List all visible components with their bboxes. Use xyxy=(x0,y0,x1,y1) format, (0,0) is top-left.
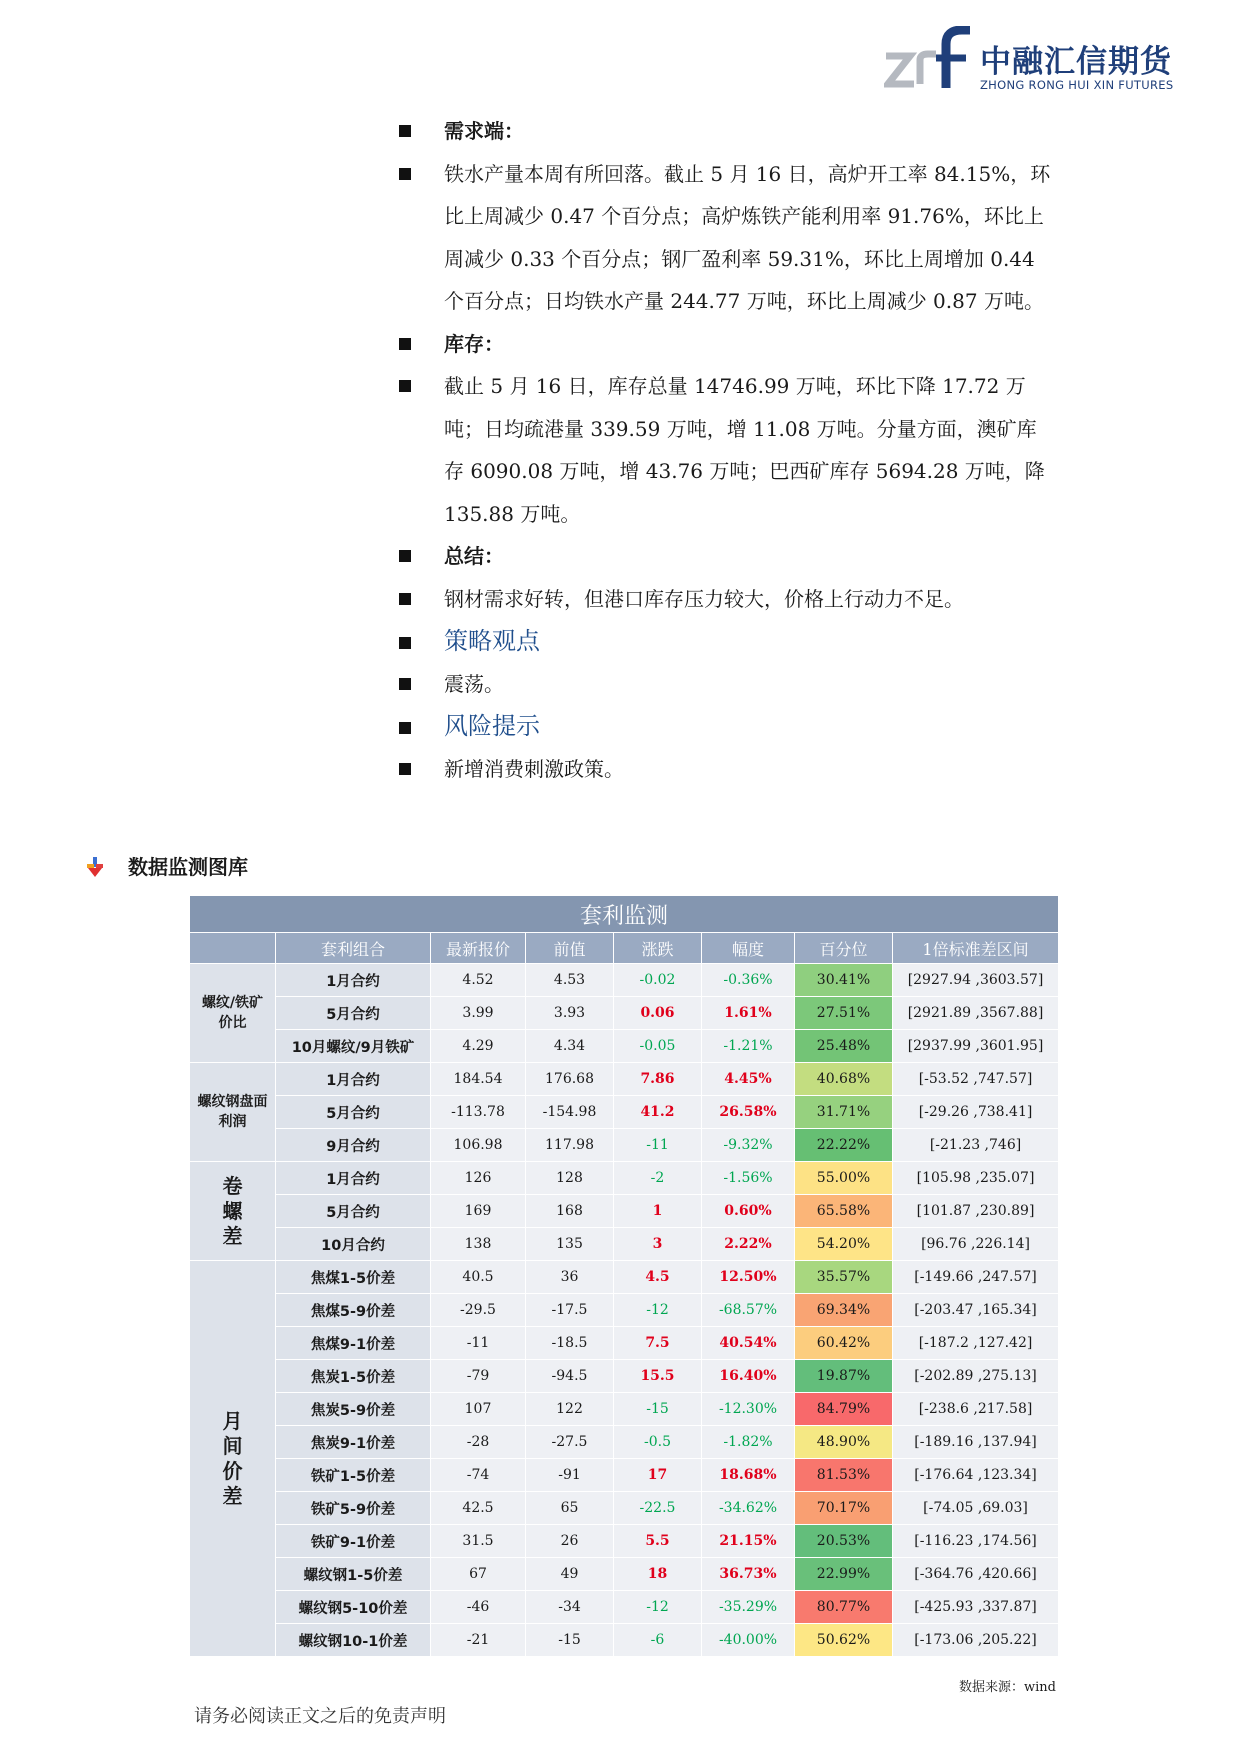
column-header: 涨跌 xyxy=(614,933,702,964)
square-bullet-icon xyxy=(399,550,411,562)
combo-name: 铁矿9-1价差 xyxy=(276,1525,431,1558)
group-label-text: 螺纹/铁矿价比 xyxy=(201,995,264,1031)
bullet-item xyxy=(396,705,1056,748)
zrf-logo-mark-icon xyxy=(884,26,972,92)
combo-name: 焦炭1-5价差 xyxy=(276,1360,431,1393)
latest-price: 126 xyxy=(431,1162,526,1195)
table-row xyxy=(190,1426,1059,1459)
logo-english-name: ZHONG RONG HUI XIN FUTURES xyxy=(980,78,1174,92)
change-percent: 40.54% xyxy=(702,1327,795,1360)
square-bullet-icon xyxy=(399,763,411,775)
change-percent: 0.60% xyxy=(702,1195,795,1228)
previous-value: 176.68 xyxy=(526,1063,614,1096)
column-header: 1倍标准差区间 xyxy=(893,933,1059,964)
change-percent: -68.57% xyxy=(702,1294,795,1327)
group-label xyxy=(190,964,276,1063)
group-label xyxy=(190,1063,276,1162)
change-percent: 18.68% xyxy=(702,1459,795,1492)
std-range: [-74.05 ,69.03] xyxy=(893,1492,1059,1525)
change-percent: 2.22% xyxy=(702,1228,795,1261)
bullet-text: 总结： xyxy=(444,544,504,568)
bullet-text: 铁水产量本周有所回落。截止 5 月 16 日，高炉开工率 84.15%，环比上周减少 0.47 个百分点；高炉炼铁产能利用率 91.76%，环比上周减少 0.33 个百分点；钢厂盈利率 59.31%，环比上周增加 0.44 个百分点；日均铁水产量 244.77 万吨，环比上周减少 0.87 万吨。 xyxy=(444,161,1051,313)
latest-price: 67 xyxy=(431,1558,526,1591)
percentile-cell: 27.51% xyxy=(795,997,893,1030)
change-value: -0.05 xyxy=(614,1030,702,1063)
group-label-text: 卷螺差 xyxy=(222,1173,243,1248)
percentile-cell: 54.20% xyxy=(795,1228,893,1261)
previous-value: 36 xyxy=(526,1261,614,1294)
previous-value: 135 xyxy=(526,1228,614,1261)
bullet-item xyxy=(396,620,1056,663)
table-row xyxy=(190,1624,1059,1657)
change-value: -11 xyxy=(614,1129,702,1162)
combo-name: 铁矿5-9价差 xyxy=(276,1492,431,1525)
std-range: [-203.47 ,165.34] xyxy=(893,1294,1059,1327)
change-value: 5.5 xyxy=(614,1525,702,1558)
change-percent: -0.36% xyxy=(702,964,795,997)
std-range: [96.76 ,226.14] xyxy=(893,1228,1059,1261)
bullet-item xyxy=(396,535,1056,578)
change-value: -0.5 xyxy=(614,1426,702,1459)
latest-price: 107 xyxy=(431,1393,526,1426)
group-label-text: 月间价差 xyxy=(222,1408,243,1508)
percentile-cell: 81.53% xyxy=(795,1459,893,1492)
percentile-cell: 20.53% xyxy=(795,1525,893,1558)
std-range: [-116.23 ,174.56] xyxy=(893,1525,1059,1558)
combo-name: 5月合约 xyxy=(276,1096,431,1129)
square-bullet-icon xyxy=(399,168,411,180)
table-header-row xyxy=(190,933,1059,964)
combo-name: 螺纹钢5-10价差 xyxy=(276,1591,431,1624)
column-header: 幅度 xyxy=(702,933,795,964)
change-value: 3 xyxy=(614,1228,702,1261)
combo-name: 1月合约 xyxy=(276,1063,431,1096)
bullet-item xyxy=(396,365,1056,535)
change-percent: 26.58% xyxy=(702,1096,795,1129)
change-value: 15.5 xyxy=(614,1360,702,1393)
latest-price: 42.5 xyxy=(431,1492,526,1525)
change-value: -12 xyxy=(614,1294,702,1327)
std-range: [-29.26 ,738.41] xyxy=(893,1096,1059,1129)
percentile-cell: 35.57% xyxy=(795,1261,893,1294)
previous-value: 122 xyxy=(526,1393,614,1426)
change-value: -6 xyxy=(614,1624,702,1657)
bullet-text: 震荡。 xyxy=(444,671,504,696)
previous-value: -91 xyxy=(526,1459,614,1492)
table-row xyxy=(190,1063,1059,1096)
latest-price: 169 xyxy=(431,1195,526,1228)
logo-chinese-name: 中融汇信期货 xyxy=(980,44,1172,80)
change-value: 4.5 xyxy=(614,1261,702,1294)
combo-name: 焦炭5-9价差 xyxy=(276,1393,431,1426)
change-percent: 36.73% xyxy=(702,1558,795,1591)
latest-price: -113.78 xyxy=(431,1096,526,1129)
table-row xyxy=(190,1459,1059,1492)
bullet-text: 新增消费刺激政策。 xyxy=(444,756,624,781)
group-label-text: 螺纹钢盘面利润 xyxy=(197,1094,268,1130)
table-row xyxy=(190,1525,1059,1558)
previous-value: -154.98 xyxy=(526,1096,614,1129)
square-bullet-icon xyxy=(399,125,411,137)
combo-name: 焦煤1-5价差 xyxy=(276,1261,431,1294)
table-row xyxy=(190,964,1059,997)
latest-price: -21 xyxy=(431,1624,526,1657)
bullet-text: 截止 5 月 16 日，库存总量 14746.99 万吨，环比下降 17.72 万吨；日均疏港量 339.59 万吨，增 11.08 万吨。分量方面，澳矿库存 6090.08 万吨，增 43.76 万吨；巴西矿库存 5694.28 万吨，降 135.88 万吨。 xyxy=(444,374,1045,526)
previous-value: -17.5 xyxy=(526,1294,614,1327)
bullet-item xyxy=(396,578,1056,621)
table-row xyxy=(190,1393,1059,1426)
bullet-item xyxy=(396,323,1056,366)
previous-value: 128 xyxy=(526,1162,614,1195)
percentile-cell: 19.87% xyxy=(795,1360,893,1393)
data-source: 数据来源：wind xyxy=(959,1680,1056,1695)
company-logo xyxy=(884,26,1174,96)
change-value: 7.86 xyxy=(614,1063,702,1096)
previous-value: 3.93 xyxy=(526,997,614,1030)
bullet-text: 库存： xyxy=(444,331,504,356)
table-row xyxy=(190,1096,1059,1129)
latest-price: -29.5 xyxy=(431,1294,526,1327)
change-value: -22.5 xyxy=(614,1492,702,1525)
table-row xyxy=(190,1129,1059,1162)
combo-name: 10月合约 xyxy=(276,1228,431,1261)
change-percent: -9.32% xyxy=(702,1129,795,1162)
table-row xyxy=(190,1294,1059,1327)
latest-price: 106.98 xyxy=(431,1129,526,1162)
latest-price: 31.5 xyxy=(431,1525,526,1558)
previous-value: 117.98 xyxy=(526,1129,614,1162)
change-percent: 4.45% xyxy=(702,1063,795,1096)
change-percent: -1.82% xyxy=(702,1426,795,1459)
percentile-cell: 22.22% xyxy=(795,1129,893,1162)
table-row xyxy=(190,1261,1059,1294)
arbitrage-monitor-table xyxy=(189,895,1059,1657)
combo-name: 5月合约 xyxy=(276,997,431,1030)
table-row xyxy=(190,1195,1059,1228)
table-row xyxy=(190,1030,1059,1063)
change-percent: 16.40% xyxy=(702,1360,795,1393)
combo-name: 10月螺纹/9月铁矿 xyxy=(276,1030,431,1063)
header-blank xyxy=(190,933,276,964)
change-percent: -35.29% xyxy=(702,1591,795,1624)
change-value: -12 xyxy=(614,1591,702,1624)
column-header: 套利组合 xyxy=(276,933,431,964)
previous-value: -27.5 xyxy=(526,1426,614,1459)
percentile-cell: 31.71% xyxy=(795,1096,893,1129)
table-row xyxy=(190,1360,1059,1393)
combo-name: 1月合约 xyxy=(276,964,431,997)
combo-name: 螺纹钢1-5价差 xyxy=(276,1558,431,1591)
latest-price: -74 xyxy=(431,1459,526,1492)
bullet-text: 钢材需求好转，但港口库存压力较大，价格上行动力不足。 xyxy=(444,586,964,611)
latest-price: 3.99 xyxy=(431,997,526,1030)
table-row xyxy=(190,1591,1059,1624)
std-range: [2937.99 ,3601.95] xyxy=(893,1030,1059,1063)
percentile-cell: 30.41% xyxy=(795,964,893,997)
combo-name: 铁矿1-5价差 xyxy=(276,1459,431,1492)
previous-value: 26 xyxy=(526,1525,614,1558)
bullet-text: 需求端： xyxy=(444,119,524,143)
std-range: [-176.64 ,123.34] xyxy=(893,1459,1059,1492)
bullet-item xyxy=(396,153,1056,323)
change-percent: -1.21% xyxy=(702,1030,795,1063)
change-value: 0.06 xyxy=(614,997,702,1030)
change-value: 18 xyxy=(614,1558,702,1591)
std-range: [-21.23 ,746] xyxy=(893,1129,1059,1162)
table-row xyxy=(190,997,1059,1030)
previous-value: 4.53 xyxy=(526,964,614,997)
previous-value: 49 xyxy=(526,1558,614,1591)
square-bullet-icon xyxy=(399,637,411,649)
previous-value: 4.34 xyxy=(526,1030,614,1063)
disclaimer: 请务必阅读正文之后的免责声明 xyxy=(194,1706,446,1727)
std-range: [-202.89 ,275.13] xyxy=(893,1360,1059,1393)
percentile-cell: 22.99% xyxy=(795,1558,893,1591)
percentile-cell: 55.00% xyxy=(795,1162,893,1195)
std-range: [-173.06 ,205.22] xyxy=(893,1624,1059,1657)
latest-price: -11 xyxy=(431,1327,526,1360)
combo-name: 焦煤9-1价差 xyxy=(276,1327,431,1360)
square-bullet-icon xyxy=(399,380,411,392)
column-header: 最新报价 xyxy=(431,933,526,964)
square-bullet-icon xyxy=(399,678,411,690)
percentile-cell: 60.42% xyxy=(795,1327,893,1360)
bullet-item xyxy=(396,748,1056,791)
combo-name: 5月合约 xyxy=(276,1195,431,1228)
change-percent: 12.50% xyxy=(702,1261,795,1294)
std-range: [105.98 ,235.07] xyxy=(893,1162,1059,1195)
square-bullet-icon xyxy=(399,722,411,734)
percentile-cell: 65.58% xyxy=(795,1195,893,1228)
latest-price: 40.5 xyxy=(431,1261,526,1294)
latest-price: -46 xyxy=(431,1591,526,1624)
percentile-cell: 50.62% xyxy=(795,1624,893,1657)
column-header: 前值 xyxy=(526,933,614,964)
group-label xyxy=(190,1162,276,1261)
latest-price: -28 xyxy=(431,1426,526,1459)
group-label xyxy=(190,1261,276,1657)
percentile-cell: 48.90% xyxy=(795,1426,893,1459)
change-value: -15 xyxy=(614,1393,702,1426)
bullet-item xyxy=(396,110,1056,153)
latest-price: 4.29 xyxy=(431,1030,526,1063)
percentile-cell: 40.68% xyxy=(795,1063,893,1096)
combo-name: 1月合约 xyxy=(276,1162,431,1195)
std-range: [-238.6 ,217.58] xyxy=(893,1393,1059,1426)
std-range: [-189.16 ,137.94] xyxy=(893,1426,1059,1459)
percentile-cell: 70.17% xyxy=(795,1492,893,1525)
previous-value: 168 xyxy=(526,1195,614,1228)
latest-price: 184.54 xyxy=(431,1063,526,1096)
std-range: [101.87 ,230.89] xyxy=(893,1195,1059,1228)
table-row xyxy=(190,1162,1059,1195)
bullet-item xyxy=(396,663,1056,706)
std-range: [-187.2 ,127.42] xyxy=(893,1327,1059,1360)
percentile-cell: 25.48% xyxy=(795,1030,893,1063)
previous-value: -15 xyxy=(526,1624,614,1657)
latest-price: -79 xyxy=(431,1360,526,1393)
square-bullet-icon xyxy=(399,338,411,350)
percentile-cell: 84.79% xyxy=(795,1393,893,1426)
change-value: -0.02 xyxy=(614,964,702,997)
bullet-text: 风险提示 xyxy=(444,712,540,740)
latest-price: 138 xyxy=(431,1228,526,1261)
std-range: [2921.89 ,3567.88] xyxy=(893,997,1059,1030)
table-row xyxy=(190,1492,1059,1525)
previous-value: -94.5 xyxy=(526,1360,614,1393)
percentile-cell: 69.34% xyxy=(795,1294,893,1327)
change-value: -2 xyxy=(614,1162,702,1195)
table-row xyxy=(190,1558,1059,1591)
bullet-text: 策略观点 xyxy=(444,627,540,655)
arrow-down-icon xyxy=(84,856,106,878)
combo-name: 9月合约 xyxy=(276,1129,431,1162)
change-value: 41.2 xyxy=(614,1096,702,1129)
change-percent: -12.30% xyxy=(702,1393,795,1426)
combo-name: 焦炭9-1价差 xyxy=(276,1426,431,1459)
combo-name: 焦煤5-9价差 xyxy=(276,1294,431,1327)
change-percent: -1.56% xyxy=(702,1162,795,1195)
change-percent: -34.62% xyxy=(702,1492,795,1525)
previous-value: 65 xyxy=(526,1492,614,1525)
previous-value: -34 xyxy=(526,1591,614,1624)
square-bullet-icon xyxy=(399,593,411,605)
change-percent: 21.15% xyxy=(702,1525,795,1558)
std-range: [-364.76 ,420.66] xyxy=(893,1558,1059,1591)
change-value: 17 xyxy=(614,1459,702,1492)
previous-value: -18.5 xyxy=(526,1327,614,1360)
change-value: 1 xyxy=(614,1195,702,1228)
combo-name: 螺纹钢10-1价差 xyxy=(276,1624,431,1657)
table-row xyxy=(190,1228,1059,1261)
section-title-text: 数据监测图库 xyxy=(128,855,248,879)
change-percent: 1.61% xyxy=(702,997,795,1030)
change-percent: -40.00% xyxy=(702,1624,795,1657)
column-header: 百分位 xyxy=(795,933,893,964)
report-bullets xyxy=(396,110,1056,790)
percentile-cell: 80.77% xyxy=(795,1591,893,1624)
table-title: 套利监测 xyxy=(190,896,1059,933)
table-row xyxy=(190,1327,1059,1360)
std-range: [2927.94 ,3603.57] xyxy=(893,964,1059,997)
latest-price: 4.52 xyxy=(431,964,526,997)
std-range: [-425.93 ,337.87] xyxy=(893,1591,1059,1624)
change-value: 7.5 xyxy=(614,1327,702,1360)
std-range: [-149.66 ,247.57] xyxy=(893,1261,1059,1294)
std-range: [-53.52 ,747.57] xyxy=(893,1063,1059,1096)
